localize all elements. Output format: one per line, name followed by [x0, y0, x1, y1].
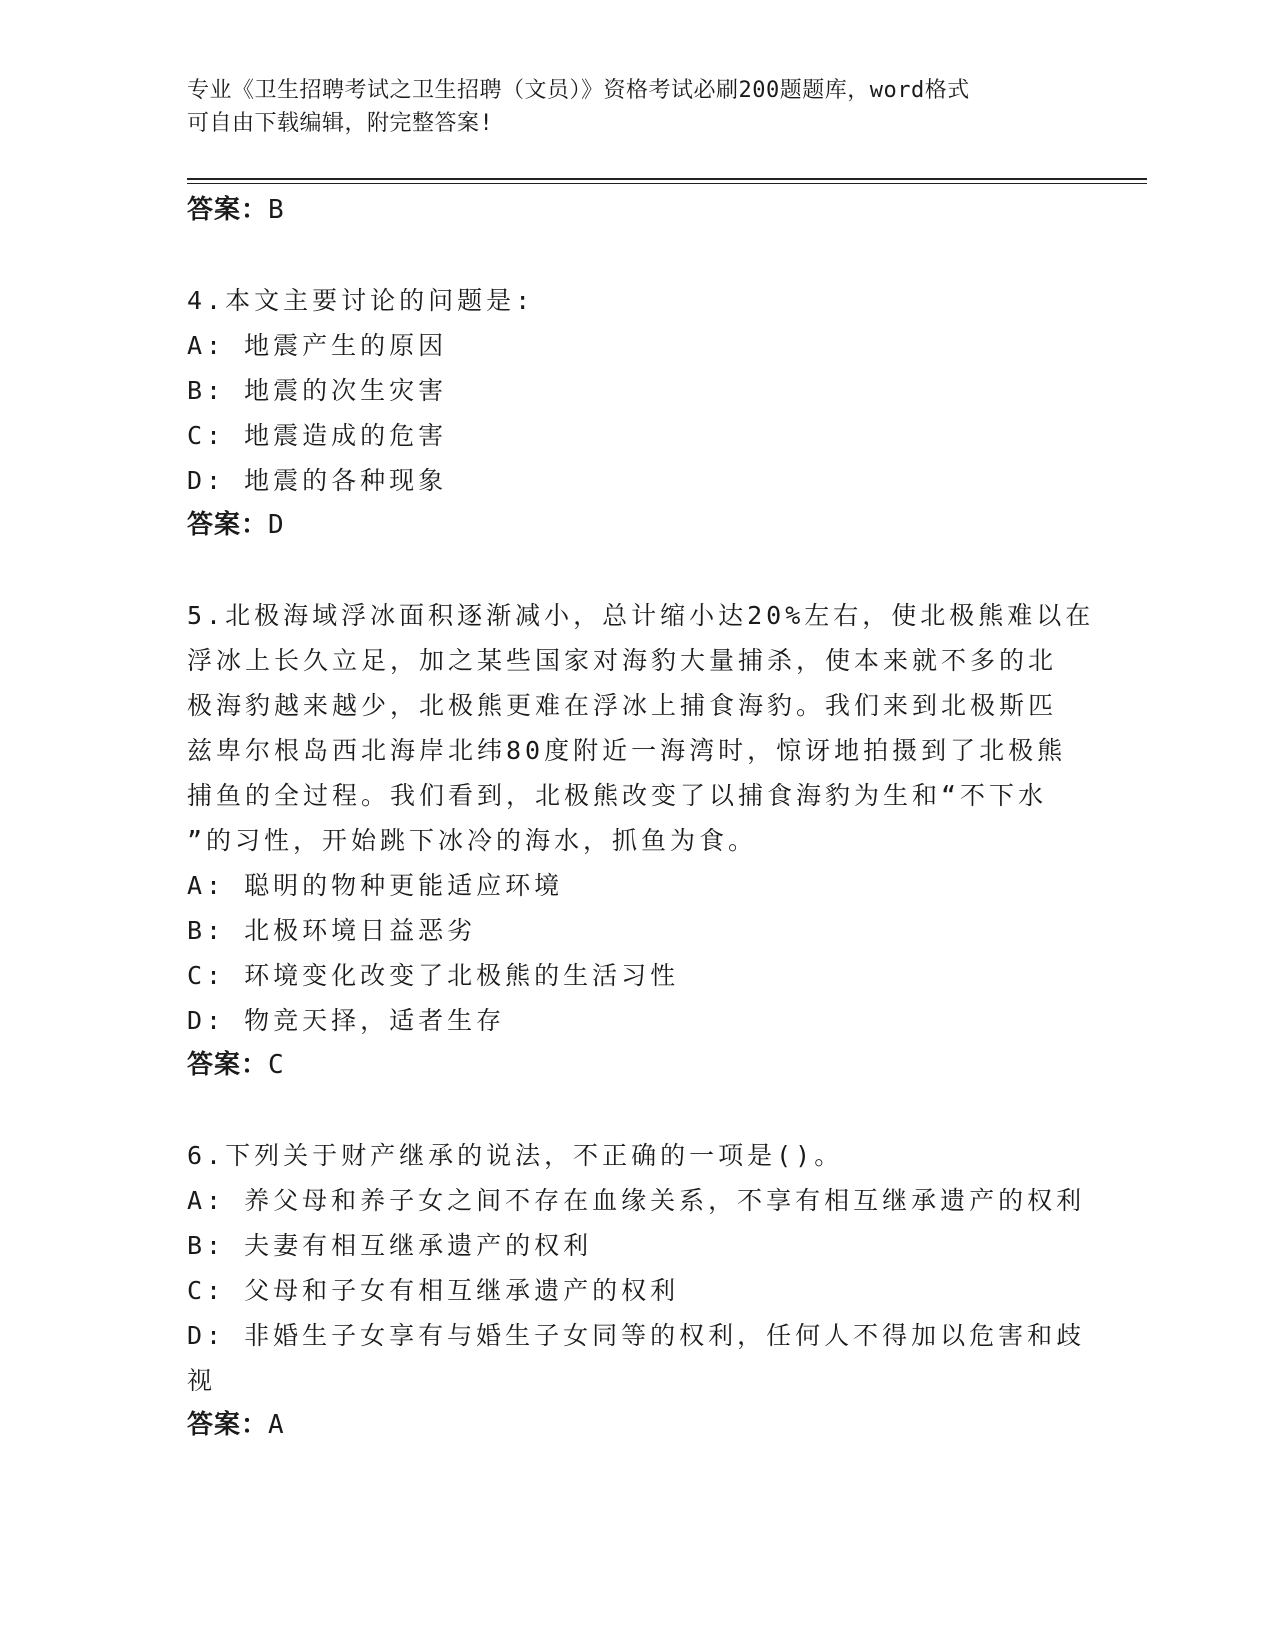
question-4 — [187, 278, 1087, 548]
answer-previous — [187, 188, 1087, 233]
answer-value: D — [268, 510, 285, 540]
answer — [187, 503, 1087, 548]
option-c: C: 父母和子女有相互继承遗产的权利 — [187, 1276, 680, 1305]
option-d-line-2: 视 — [187, 1366, 217, 1395]
question-6 — [187, 1133, 1087, 1448]
option-d: D: 物竞天择，适者生存 — [187, 1006, 506, 1035]
question-stem-line-5: 捕鱼的全过程。我们看到，北极熊改变了以捕食海豹为生和“不下水 — [187, 781, 1048, 810]
question-stem: 4.本文主要讨论的问题是: — [187, 286, 535, 315]
option-a: A: 聪明的物种更能适应环境 — [187, 871, 564, 900]
spacer — [187, 233, 1087, 278]
answer-value: A — [268, 1410, 285, 1440]
question-stem-line-2: 浮冰上长久立足，加之某些国家对海豹大量捕杀，使本来就不多的北 — [187, 646, 1058, 675]
answer-label: 答案： — [187, 1410, 269, 1440]
question-5 — [187, 593, 1095, 1088]
answer-value: C — [268, 1050, 285, 1080]
document-body — [187, 188, 1095, 1448]
option-a: A: 养父母和养子女之间不存在血缘关系，不享有相互继承遗产的权利 — [187, 1186, 1086, 1215]
question-stem-line-1: 5.北极海域浮冰面积逐渐减小，总计缩小达20%左右，使北极熊难以在 — [187, 601, 1095, 630]
option-a: A: 地震产生的原因 — [187, 331, 448, 360]
header-title-line-1: 专业《卫生招聘考试之卫生招聘（文员）》资格考试必刷200题题库，word格式 — [187, 78, 970, 103]
header-title-line-2: 可自由下载编辑，附完整答案! — [187, 111, 494, 136]
question-stem: 6.下列关于财产继承的说法，不正确的一项是()。 — [187, 1141, 844, 1170]
answer-label: 答案： — [187, 195, 269, 225]
option-b: B: 夫妻有相互继承遗产的权利 — [187, 1231, 593, 1260]
document-header — [187, 74, 1067, 140]
answer-value: B — [268, 195, 285, 225]
spacer — [187, 1088, 1087, 1133]
option-b: B: 地震的次生灾害 — [187, 376, 448, 405]
question-stem-line-4: 兹卑尔根岛西北海岸北纬80度附近一海湾时，惊讶地拍摄到了北极熊 — [187, 736, 1067, 765]
option-d: D: 地震的各种现象 — [187, 466, 448, 495]
answer — [187, 1403, 1087, 1448]
option-c: C: 环境变化改变了北极熊的生活习性 — [187, 961, 680, 990]
question-stem-line-3: 极海豹越来越少，北极熊更难在浮冰上捕食海豹。我们来到北极斯匹 — [187, 691, 1058, 720]
answer — [187, 1043, 1087, 1088]
header-rule-thin — [187, 183, 1147, 184]
option-c: C: 地震造成的危害 — [187, 421, 448, 450]
option-d-line-1: D: 非婚生子女享有与婚生子女同等的权利，任何人不得加以危害和歧 — [187, 1321, 1086, 1350]
answer-label: 答案： — [187, 510, 269, 540]
header-rule-thick — [187, 178, 1147, 180]
question-stem-line-6: ”的习性，开始跳下冰冷的海水，抓鱼为食。 — [187, 826, 758, 855]
spacer — [187, 548, 1087, 593]
answer-label: 答案： — [187, 1050, 269, 1080]
option-b: B: 北极环境日益恶劣 — [187, 916, 477, 945]
